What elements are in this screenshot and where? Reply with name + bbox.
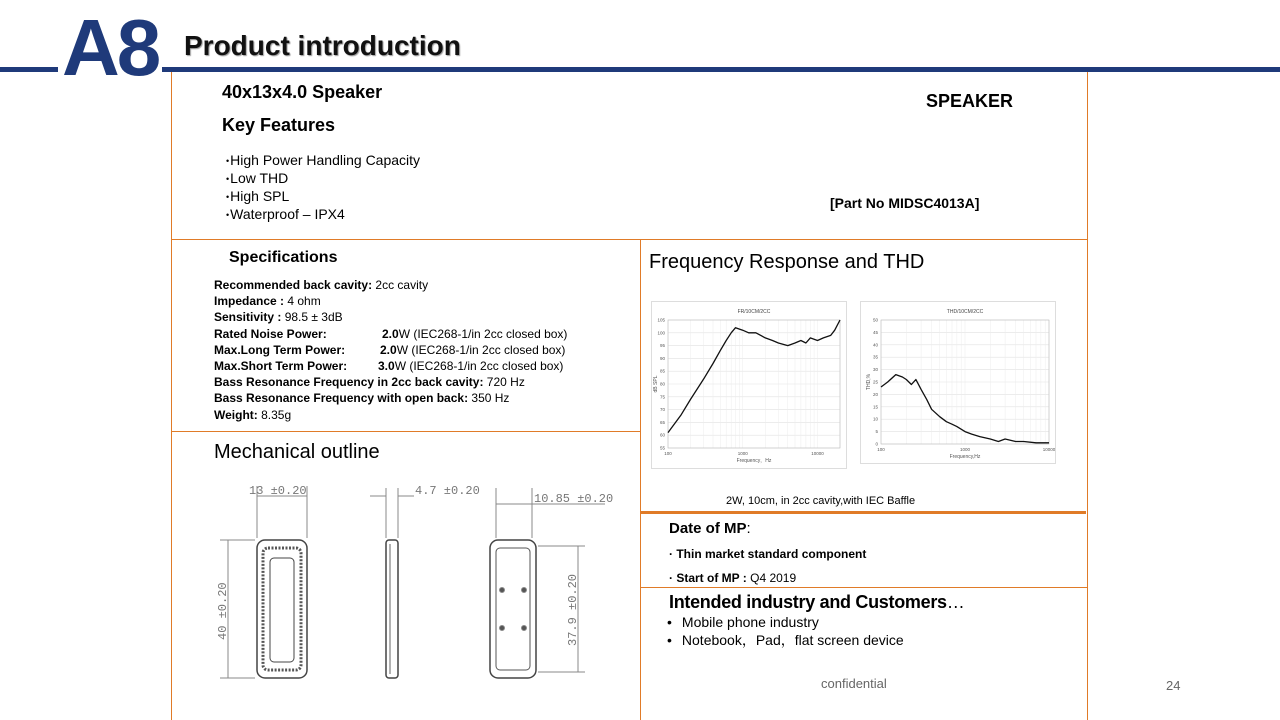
thd-chart-box [860, 301, 1056, 464]
y-tick-label: 15 [872, 404, 878, 410]
page-number: 24 [1166, 678, 1181, 693]
fr-chart [652, 302, 846, 468]
divider-top [171, 239, 1088, 240]
x-tick-label: 1000 [959, 447, 971, 452]
divider-specs [171, 431, 641, 432]
x-tick-label: 100 [664, 451, 672, 456]
industry-title: Intended industry and Customers… [669, 592, 965, 612]
key-features-list [226, 152, 420, 224]
x-axis-label: Frequency,Hz [949, 454, 981, 460]
spec-row: Sensitivity : 98.5 ± 3dB [214, 310, 343, 325]
y-axis-label: dB SPL [653, 375, 659, 393]
chart-title: FR/10CM/2CC [737, 309, 771, 315]
industry-item: • Mobile phone industry [667, 613, 904, 631]
thd-chart [861, 302, 1055, 463]
specifications-title: Specifications [229, 249, 338, 266]
y-tick-label: 90 [659, 355, 665, 361]
specifications-list [214, 277, 567, 423]
x-tick-label: 100 [877, 447, 885, 452]
spec-row: Rated Noise Power: 2.0W (IEC268-1/in 2cc closed box) [214, 326, 568, 341]
y-tick-label: 100 [657, 330, 665, 336]
y-tick-label: 0 [875, 441, 878, 447]
frame-right [1087, 72, 1088, 720]
y-tick-label: 20 [872, 391, 878, 397]
y-axis-label: THD,% [866, 373, 872, 391]
x-axis-label: Frequency，Hz [736, 458, 772, 464]
x-tick-label: 10000 [1042, 447, 1055, 452]
spec-row: Max.Long Term Power: 2.0W (IEC268-1/in 2cc closed box) [214, 342, 566, 357]
page-title: Product introduction [184, 30, 461, 61]
frequency-title: Frequency Response and THD [649, 251, 925, 273]
y-tick-label: 65 [659, 419, 665, 425]
date-of-mp-title: Date of MP: [669, 520, 751, 537]
dim-inner-width: 10.85 ±0.20 [534, 492, 614, 506]
industry-list [667, 613, 904, 649]
mp-line-component: · Thin market standard component [669, 547, 867, 561]
spec-row: Bass Resonance Frequency with open back: 350 Hz [214, 391, 510, 406]
header-rule [0, 67, 1280, 72]
x-tick-label: 10000 [811, 451, 824, 456]
feature-item: • High Power Handling Capacity [226, 152, 420, 170]
divider-date [640, 587, 1088, 588]
dim-length: 40 ±0.20 [216, 582, 230, 640]
brand-logo: A8 [58, 6, 162, 90]
confidential-label: confidential [821, 676, 887, 691]
mp-line-start: · Start of MP : Q4 2019 [669, 571, 797, 585]
feature-item: • High SPL [226, 188, 420, 206]
key-features-title: Key Features [222, 115, 336, 135]
dim-width: 13 ±0.20 [249, 484, 307, 498]
y-tick-label: 10 [872, 416, 878, 422]
y-tick-label: 95 [659, 343, 665, 349]
spec-row: Impedance : 4 ohm [214, 294, 321, 309]
feature-item: • Low THD [226, 170, 420, 188]
y-tick-label: 25 [872, 379, 878, 385]
spec-row: Weight: 8.35g [214, 407, 292, 422]
y-tick-label: 50 [872, 317, 878, 323]
y-tick-label: 40 [872, 342, 878, 348]
spec-row: Bass Resonance Frequency in 2cc back cavity: 720 Hz [214, 375, 525, 390]
chart-caption: 2W, 10cm, in 2cc cavity,with IEC Baffle [726, 495, 916, 507]
mechanical-drawing [200, 478, 620, 688]
dim-thickness: 4.7 ±0.20 [415, 484, 480, 498]
feature-item: • Waterproof – IPX4 [226, 206, 420, 224]
y-tick-label: 5 [875, 429, 878, 435]
part-number: [Part No MIDSC4013A] [830, 195, 980, 211]
product-name: 40x13x4.0 Speaker [222, 82, 383, 102]
y-tick-label: 70 [659, 407, 665, 413]
divider-chart [641, 511, 1086, 514]
y-tick-label: 55 [659, 445, 665, 451]
spec-row: Recommended back cavity: 2cc cavity [214, 278, 429, 292]
y-tick-label: 60 [659, 432, 665, 438]
industry-item: • Notebook，Pad，flat screen device [667, 631, 904, 649]
fr-chart-box [651, 301, 847, 469]
y-tick-label: 80 [659, 381, 665, 387]
y-tick-label: 105 [657, 317, 665, 323]
spec-row: Max.Short Term Power: 3.0W (IEC268-1/in 2cc closed box) [214, 359, 564, 374]
product-type-label: SPEAKER [926, 91, 1014, 111]
dim-inner-length: 37.9 ±0.20 [566, 573, 580, 646]
mechanical-outline-title: Mechanical outline [214, 441, 380, 463]
chart-title: THD/10CM/2CC [946, 309, 984, 315]
y-tick-label: 45 [872, 329, 878, 335]
y-tick-label: 35 [872, 354, 878, 360]
x-tick-label: 1000 [737, 451, 748, 456]
y-tick-label: 75 [659, 394, 665, 400]
frame-middle [640, 239, 641, 720]
y-tick-label: 30 [872, 367, 878, 373]
frame-left [171, 72, 172, 720]
y-tick-label: 85 [659, 368, 665, 374]
